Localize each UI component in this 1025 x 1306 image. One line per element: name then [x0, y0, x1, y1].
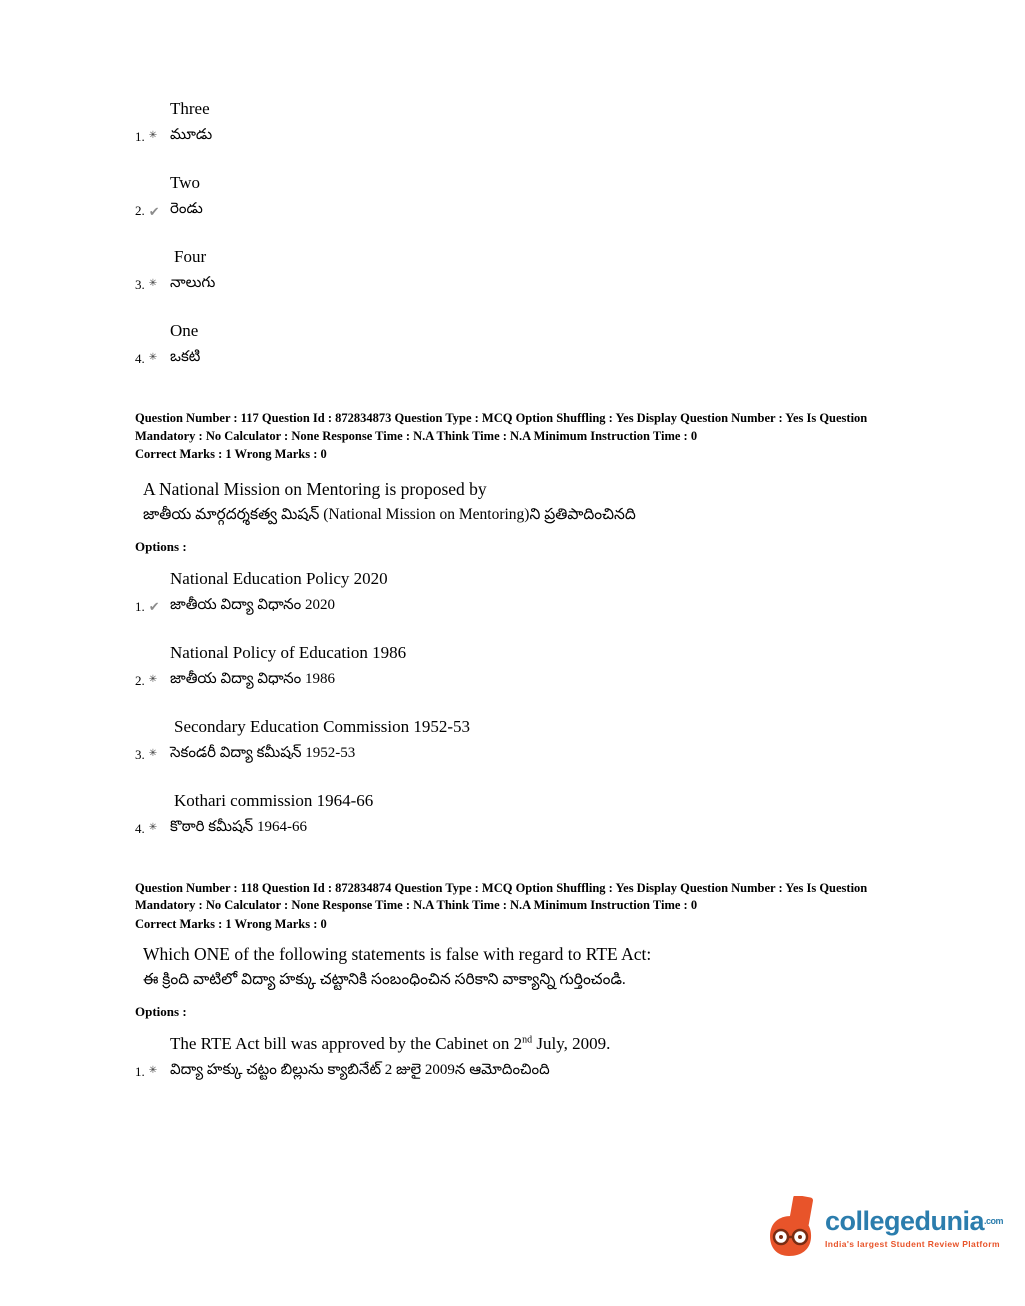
logo-tagline: India's largest Student Review Platform [825, 1238, 1000, 1249]
option-label-te: నాలుగు [170, 275, 216, 291]
option-label-te: రెండు [170, 201, 203, 217]
question-text [135, 941, 915, 993]
question-meta-line: Question Number : 117 Question Id : 872834873 Question Type : MCQ Option Shuffling : Yes Display Question Number : Yes Is Question Mandatory : No Calculator : None Response Time : N.A Think Time : N.A Minimum Instruction Time : 0 [135, 411, 868, 443]
option-label-te: సెకండరీ విద్యా కమీషన్ 1952-53 [170, 744, 356, 761]
option-label-en: Kothari commission 1964-66 [174, 790, 374, 810]
wrong-answer-icon: ✳ [148, 278, 158, 289]
option-row [135, 714, 915, 766]
option-label-te: ఒకటి [170, 349, 201, 365]
logo-wordmark: collegedunia$^{.com}$ [825, 1205, 1004, 1236]
question-meta-line: Question Number : 118 Question Id : 872834874 Question Type : MCQ Option Shuffling : Yes Display Question Number : Yes Is Question Mandatory : No Calculator : None Response Time : N.A Think Time : N.A Minimum Instruction Time : 0 [135, 880, 868, 912]
option-number-label: 4. [135, 351, 145, 366]
question-metadata [135, 880, 907, 934]
options-label: Options : [135, 1004, 187, 1019]
option-label-en: National Education Policy 2020 [170, 568, 388, 588]
ordinal-superscript: nd [522, 1034, 533, 1046]
question-118 [135, 880, 915, 1084]
wrong-answer-icon: ✳ [148, 821, 158, 833]
option-number-label: 3. [135, 746, 145, 762]
question-text-te: ఈ క్రింది వాటిలో విద్యా హక్కు చట్టానికి సంబంధించిన సరికాని వాక్యాన్ని గుర్తించండి. [143, 971, 626, 988]
option-number [135, 203, 170, 222]
option-row [135, 96, 915, 148]
option-row [135, 170, 915, 222]
option-number-label: 2. [135, 203, 145, 218]
question-118-options [135, 1031, 915, 1083]
wrong-answer-icon: ✳ [148, 747, 158, 759]
option-label-te: మూడు [170, 127, 213, 143]
option-number [135, 277, 170, 296]
option-row [135, 788, 915, 840]
option-number-label: 1. [135, 598, 145, 614]
question-metadata [135, 410, 907, 464]
wrong-answer-icon: ✳ [148, 130, 158, 141]
question-marks-line: Correct Marks : 1 Wrong Marks : 0 [135, 447, 327, 461]
option-number [135, 129, 170, 148]
option-row [135, 566, 915, 618]
wrong-answer-icon: ✳ [148, 673, 158, 685]
collegedunia-logo[interactable] [765, 1196, 1003, 1258]
option-row [135, 1031, 915, 1083]
question-117-options [135, 566, 915, 840]
correct-answer-icon: ✔ [148, 599, 160, 614]
wrong-answer-icon: ✳ [148, 352, 158, 363]
option-label-te: జాతీయ విద్యా విధానం 1986 [170, 670, 336, 687]
option-label-en: The RTE Act bill was approved by the Cabinet on 2nd July, 2009. [170, 1034, 611, 1053]
wrong-answer-icon: ✳ [148, 1065, 158, 1076]
option-number [135, 747, 170, 766]
option-label-te: జాతీయ విద్యా విధానం 2020 [170, 596, 336, 613]
option-number-label: 4. [135, 820, 145, 836]
option-number [135, 673, 170, 692]
option-row [135, 244, 915, 296]
option-number [135, 821, 170, 840]
question-marks-line: Correct Marks : 1 Wrong Marks : 0 [135, 916, 327, 931]
option-number-label: 1. [135, 1064, 145, 1079]
option-label-en: One [170, 321, 199, 340]
option-label-en: National Policy of Education 1986 [170, 642, 407, 662]
correct-answer-icon: ✔ [148, 203, 160, 219]
option-label-te: కొఠారి కమీషన్ 1964-66 [170, 818, 307, 835]
collegedunia-mascot-icon [765, 1196, 817, 1258]
option-label-en: Secondary Education Commission 1952-53 [174, 716, 471, 736]
question-text-en: Which ONE of the following statements is false with regard to RTE Act: [143, 944, 652, 964]
option-row [135, 640, 915, 692]
option-label-en: Two [170, 173, 200, 192]
option-label-en: Three [170, 99, 210, 118]
logo-domain-suffix: .com [984, 1215, 1004, 1226]
option-number-label: 3. [135, 277, 145, 292]
option-number [135, 1064, 170, 1083]
option-number-label: 2. [135, 672, 145, 688]
question-text [135, 476, 915, 528]
option-label-te: విద్యా హక్కు చట్టం బిల్లును క్యాబినేట్ 2 జులై 2009న ఆమోదించింది [170, 1062, 550, 1078]
option-number-label: 1. [135, 129, 145, 144]
option-label-en: Four [174, 247, 207, 266]
options-label: Options : [135, 538, 187, 554]
option-number [135, 351, 170, 370]
option-number [135, 599, 170, 618]
question-text-te: జాతీయ మార్గదర్శకత్వ మిషన్ (National Mission on Mentoring)ని ప్రతిపాదించినది [143, 505, 636, 523]
question-117 [135, 410, 915, 840]
option-row [135, 318, 915, 370]
previous-question-options [135, 96, 915, 370]
question-text-en: A National Mission on Mentoring is proposed by [143, 478, 487, 499]
